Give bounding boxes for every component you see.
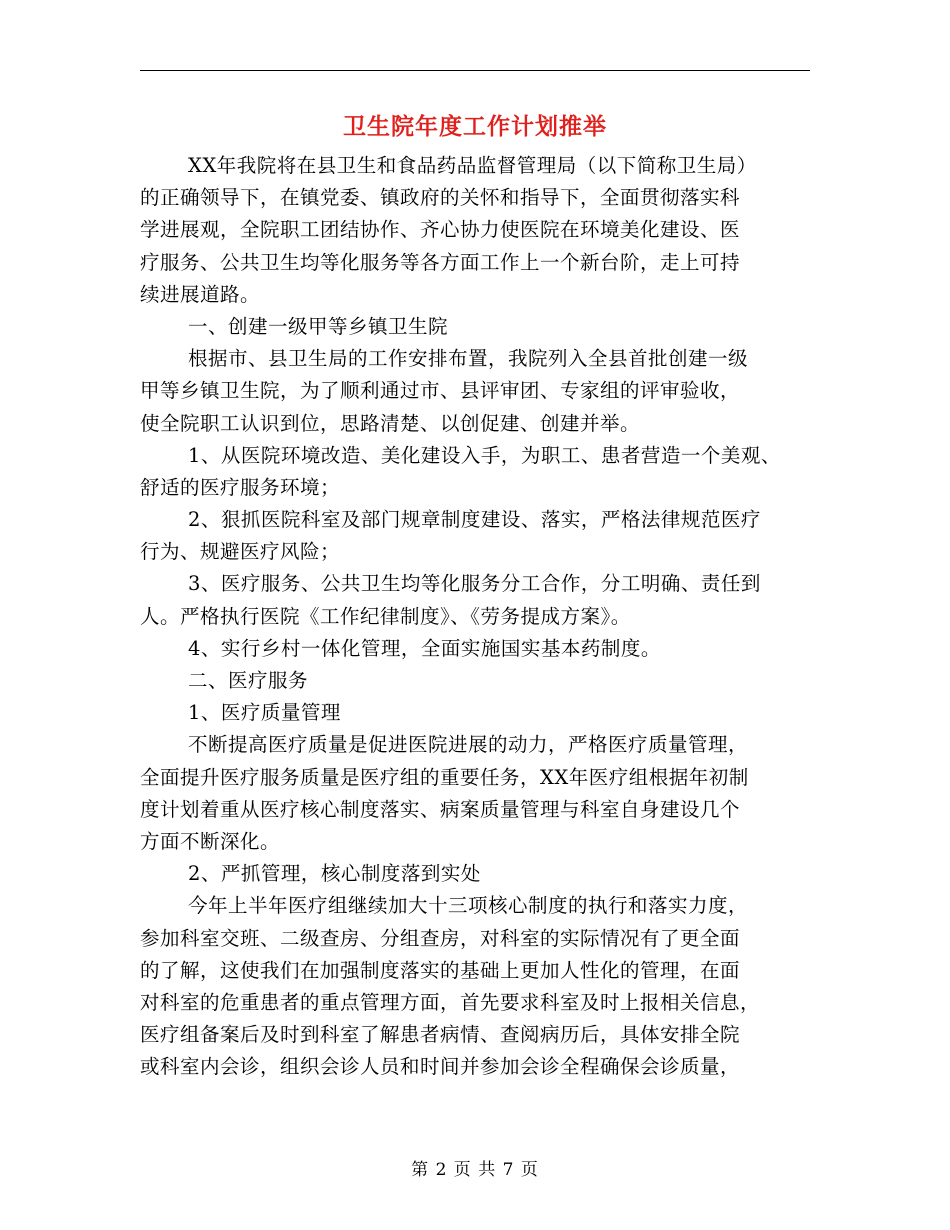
text-line: 的了解，这使我们在加强制度落实的基础上更加人性化的管理，在面 xyxy=(140,958,741,982)
header-rule xyxy=(140,70,810,71)
text-line: 全面提升医疗服务质量是医疗组的重要任务，XX年医疗组根据年初制 xyxy=(140,765,749,789)
text-line: 疗服务、公共卫生均等化服务等各方面工作上一个新台阶，走上可持 xyxy=(140,250,741,274)
text-line: 甲等乡镇卫生院，为了顺利通过市、县评审团、专家组的评审验收， xyxy=(140,379,741,403)
text-line: 续进展道路。 xyxy=(140,282,261,306)
text-line: 舒适的医疗服务环境； xyxy=(140,475,341,499)
text-line: 人。严格执行医院《工作纪律制度》、《劳务提成方案》。 xyxy=(140,604,631,628)
page-footer: 第 2 页 共 7 页 xyxy=(411,1160,539,1180)
text-line: 的正确领导下，在镇党委、镇政府的关怀和指导下，全面贯彻落实科 xyxy=(140,186,741,210)
text-line: 不断提高医疗质量是促进医院进展的动力，严格医疗质量管理， xyxy=(188,733,749,757)
text-line: 4、实行乡村一体化管理，全面实施国实基本药制度。 xyxy=(188,636,661,660)
text-line: 参加科室交班、二级查房、分组查房，对科室的实际情况有了更全面 xyxy=(140,926,741,950)
text-line: 度计划着重从医疗核心制度落实、病案质量管理与科室自身建设几个 xyxy=(140,797,741,821)
text-line: 方面不断深化。 xyxy=(140,829,281,853)
text-line: 行为、规避医疗风险； xyxy=(140,540,341,564)
text-line: 今年上半年医疗组继续加大十三项核心制度的执行和落实力度， xyxy=(188,894,749,918)
text-line: 1、从医院环境改造、美化建设入手，为职工、患者营造一个美观、 xyxy=(188,443,781,467)
text-line: 学进展观，全院职工团结协作、齐心协力使医院在环境美化建设、医 xyxy=(140,218,741,242)
text-line: 二、医疗服务 xyxy=(188,669,309,692)
document-body xyxy=(140,150,820,1083)
text-line: 使全院职工认识到位，思路清楚、以创促建、创建并举。 xyxy=(140,411,641,435)
document-title: 卫生院年度工作计划推举 xyxy=(343,113,607,140)
text-line: 一、创建一级甲等乡镇卫生院 xyxy=(188,314,449,338)
text-line: 2、狠抓医院科室及部门规章制度建设、落实，严格法律规范医疗 xyxy=(188,508,761,532)
text-line: 或科室内会诊，组织会诊人员和时间并参加会诊全程确保会诊质量， xyxy=(140,1055,741,1079)
text-line: 根据市、县卫生局的工作安排布置，我院列入全县首批创建一级 xyxy=(188,347,749,371)
text-line: 对科室的危重患者的重点管理方面，首先要求科室及时上报相关信息， xyxy=(140,990,761,1014)
text-line: XX年我院将在县卫生和食品药品监督管理局（以下简称卫生局） xyxy=(188,154,757,177)
text-line: 1、医疗质量管理 xyxy=(188,701,341,725)
text-line: 2、严抓管理，核心制度落到实处 xyxy=(188,862,481,886)
text-line: 医疗组备案后及时到科室了解患者病情、查阅病历后，具体安排全院 xyxy=(140,1023,741,1047)
text-line: 3、医疗服务、公共卫生均等化服务分工合作，分工明确、责任到 xyxy=(188,572,761,596)
